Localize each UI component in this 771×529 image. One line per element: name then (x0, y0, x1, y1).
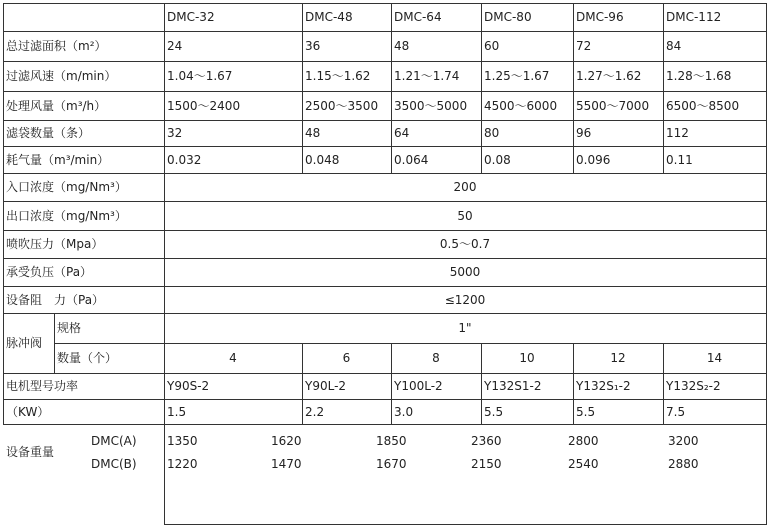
row-value: 4500～6000 (484, 98, 558, 113)
pulse-valve-spec-label: 规格 (57, 321, 82, 335)
row-value: 24 (167, 39, 183, 53)
weight-label: 设备重量 (6, 445, 55, 459)
weight-series-b-label: DMC(B) (91, 457, 137, 471)
row-value: 48 (305, 126, 321, 140)
weight-b-value: 1670 (376, 457, 407, 471)
pulse-valve-qty: 14 (706, 351, 723, 365)
row-value: 3500～5000 (394, 98, 468, 113)
row-value: 1.15～1.62 (305, 69, 371, 83)
model-header: DMC-80 (484, 10, 532, 24)
motor-model: Y132S1-2 (484, 379, 542, 393)
grid-line (573, 3, 574, 174)
row-value: 5500～7000 (576, 98, 650, 113)
weight-a-value: 3200 (668, 434, 699, 448)
row-value: 112 (666, 126, 689, 140)
weight-a-value: 1350 (167, 434, 198, 448)
weight-a-value: 1620 (271, 434, 302, 448)
pulse-valve-qty: 4 (229, 351, 237, 365)
grid-line (3, 230, 767, 231)
motor-model: Y100L-2 (394, 379, 443, 393)
row-value: 1.21～1.74 (394, 69, 460, 83)
merged-row-value: 5000 (449, 265, 481, 279)
merged-row-value: 50 (457, 208, 473, 223)
weight-b-value: 2880 (668, 457, 699, 471)
weight-b-value: 2540 (568, 457, 599, 471)
grid-line (302, 343, 303, 425)
merged-row-label: 设备阻 力（Pa） (6, 292, 105, 307)
grid-line (3, 146, 767, 147)
row-value: 96 (576, 126, 592, 140)
grid-line (54, 343, 767, 344)
merged-row-value: 200 (453, 180, 477, 194)
row-value: 0.048 (305, 152, 340, 167)
motor-power: 5.5 (576, 404, 596, 419)
grid-line (302, 3, 303, 174)
grid-line (573, 343, 574, 425)
weight-a-value: 2800 (568, 434, 599, 448)
row-value: 0.064 (394, 152, 429, 167)
merged-row-label: 入口浓度（mg/Nm³） (6, 180, 127, 194)
grid-line (3, 120, 767, 121)
pulse-valve-label: 脉冲阀 (6, 336, 43, 350)
row-value: 80 (484, 126, 500, 140)
grid-line (391, 343, 392, 425)
merged-row-label: 喷吹压力（Mpa） (6, 237, 104, 251)
row-value: 60 (484, 39, 500, 53)
model-header: DMC-32 (167, 10, 215, 24)
row-value: 1500～2400 (167, 98, 241, 113)
row-label: 总过滤面积（m²） (6, 39, 107, 53)
grid-line (481, 343, 482, 425)
row-value: 0.096 (576, 152, 611, 167)
weight-b-value: 2150 (471, 457, 502, 471)
row-value: 64 (394, 126, 410, 140)
grid-line (3, 173, 767, 174)
grid-line (766, 3, 767, 525)
motor-model: Y132S₁-2 (576, 379, 631, 393)
grid-line (391, 3, 392, 174)
pulse-valve-qty: 12 (610, 351, 626, 365)
row-value: 72 (576, 39, 592, 53)
grid-line (663, 3, 664, 174)
row-value: 0.032 (167, 152, 202, 167)
row-value: 6500～8500 (666, 98, 740, 113)
model-header: DMC-96 (576, 10, 624, 24)
grid-line (164, 524, 767, 525)
motor-power: 7.5 (666, 404, 686, 419)
row-value: 48 (394, 39, 410, 53)
row-value: 0.08 (484, 152, 511, 167)
merged-row-label: 承受负压（Pa） (6, 265, 93, 279)
weight-b-value: 1470 (271, 457, 302, 471)
grid-line (3, 424, 767, 425)
row-label: 耗气量（m³/min） (6, 152, 110, 167)
merged-row-value: 0.5～0.7 (439, 237, 491, 251)
grid-line (3, 31, 767, 32)
pulse-valve-qty: 10 (519, 351, 535, 365)
row-label: 过滤风速（m/min） (6, 69, 117, 83)
motor-power: 3.0 (394, 404, 414, 419)
grid-line (663, 343, 664, 425)
merged-row-label: 出口浓度（mg/Nm³） (6, 208, 127, 223)
pulse-valve-qty: 8 (432, 351, 440, 365)
motor-power: 1.5 (167, 404, 187, 419)
grid-line (3, 91, 767, 92)
grid-line (54, 313, 55, 374)
motor-label: 电机型号功率 (6, 379, 79, 393)
row-value: 84 (666, 39, 682, 53)
model-header: DMC-64 (394, 10, 442, 24)
grid-line (3, 61, 767, 62)
grid-line (3, 313, 767, 314)
weight-a-value: 2360 (471, 434, 502, 448)
model-header: DMC-48 (305, 10, 353, 24)
grid-line (3, 399, 767, 400)
motor-model: Y90L-2 (305, 379, 347, 393)
row-label: 处理风量（m³/h） (6, 98, 107, 113)
weight-series-a-label: DMC(A) (91, 434, 137, 448)
spec-table (3, 3, 767, 525)
grid-line (481, 3, 482, 174)
pulse-valve-qty: 6 (342, 351, 351, 365)
grid-line (3, 373, 767, 374)
weight-b-value: 1220 (167, 457, 198, 471)
row-label: 滤袋数量（条） (6, 126, 91, 140)
row-value: 1.27～1.62 (576, 69, 642, 83)
row-value: 36 (305, 39, 321, 53)
row-value: 1.04～1.67 (167, 69, 233, 83)
merged-row-value: ≤1200 (444, 292, 486, 307)
grid-line (3, 201, 767, 202)
row-value: 1.25～1.67 (484, 69, 550, 83)
grid-line (3, 3, 767, 4)
motor-model: Y90S-2 (167, 379, 210, 393)
row-value: 1.28～1.68 (666, 69, 732, 83)
motor-model: Y132S₂-2 (666, 379, 721, 393)
row-value: 32 (167, 126, 183, 140)
model-header: DMC-112 (666, 10, 722, 24)
weight-a-value: 1850 (376, 434, 407, 448)
grid-line (3, 3, 4, 425)
grid-line (164, 3, 165, 525)
pulse-valve-qty-label: 数量（个） (57, 351, 118, 365)
motor-unit-label: （KW） (6, 404, 50, 419)
motor-power: 2.2 (305, 404, 325, 419)
row-value: 2500～3500 (305, 98, 379, 113)
row-value: 0.11 (666, 152, 693, 167)
grid-line (3, 286, 767, 287)
motor-power: 5.5 (484, 404, 504, 419)
pulse-valve-spec-value: 1" (458, 321, 472, 335)
grid-line (3, 258, 767, 259)
